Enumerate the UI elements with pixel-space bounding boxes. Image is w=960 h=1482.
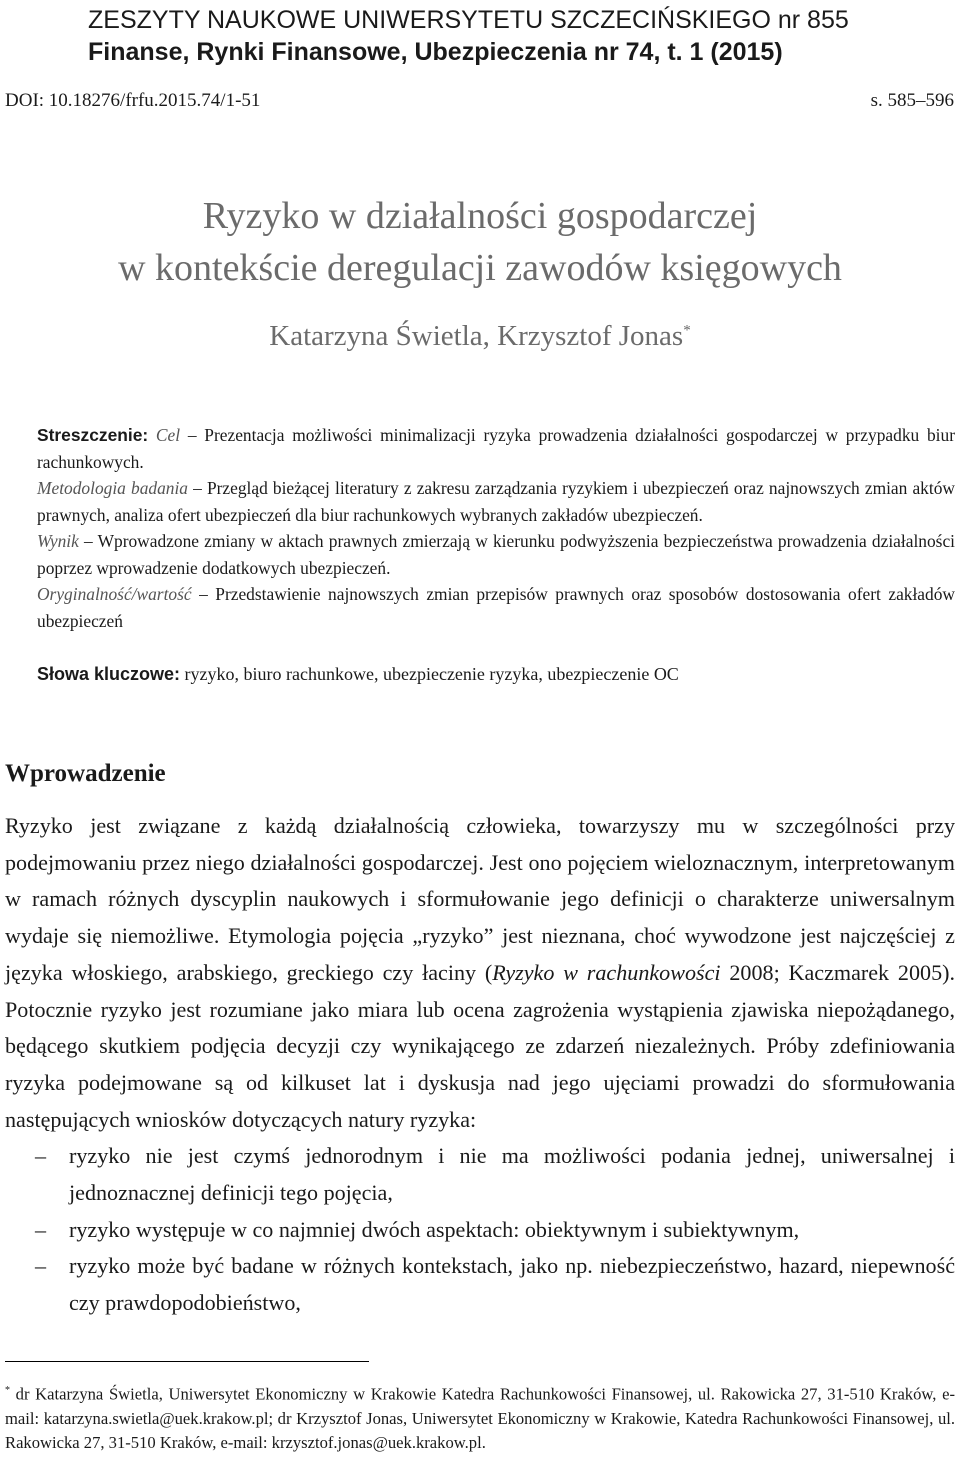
intro-paragraph-part2: 2008; Kaczmarek 2005). Potocznie ryzyko jest rozumiane jako miara lub ocena zagrożenia wystąpienia zjawiska niepożądanego, będącego skutkiem podjęcia decyzji czy wynikającego ze zdarzeń niezależnych. Próby zdefiniowania ryzyka podejmowane są od kilkuset lat i dyskusja nad jego ujęciami prowadzi do sformułowania następujących wniosków dotyczących natury ryzyka: bbox=[5, 959, 955, 1132]
list-item-text: ryzyko występuje w co najmniej dwóch aspektach: obiektywnym i subiektywnym, bbox=[69, 1216, 800, 1242]
doi: DOI: 10.18276/frfu.2015.74/1-51 bbox=[5, 90, 261, 111]
list-item bbox=[5, 1138, 955, 1211]
article-title-line2: w kontekście deregulacji zawodów księgowych bbox=[118, 247, 842, 289]
keywords-label: Słowa kluczowe: bbox=[37, 664, 181, 684]
risk-conclusions-list bbox=[5, 1138, 955, 1322]
journal-series-title: ZESZYTY NAUKOWE UNIWERSYTETU SZCZECIŃSKIEGO nr 855 bbox=[88, 6, 849, 34]
list-item-text: ryzyko może być badane w różnych kontekstach, jako np. niebezpieczeństwo, hazard, niepewność czy prawdopodobieństwo, bbox=[69, 1253, 955, 1316]
intro-citation: Ryzyko w rachunkowości bbox=[492, 959, 721, 985]
wynik-text: – Wprowadzone zmiany w aktach prawnych zmierzają w kierunku podwyższenia bezpieczeństwa prowadzenia działalności poprzez wprowadzenie dodatkowych ubezpieczeń. bbox=[37, 531, 955, 578]
dash-bullet: – bbox=[35, 1216, 47, 1242]
authors bbox=[0, 320, 960, 353]
wynik-label: Wynik bbox=[37, 531, 79, 551]
footnote-text: dr Katarzyna Świetla, Uniwersytet Ekonomiczny w Krakowie Katedra Rachunkowości Finansowej, ul. Rakowicka 27, 31-510 Kraków, e-mail: katarzyna.swietla@uek.krakow.pl; dr Krzysztof Jonas, Uniwersytet Ekonomiczny w Krakowie, Katedra Rachunkowości Finansowej, ul. Rakowicka 27, 31-510 Kraków, e-mail: krzysztof.jonas@uek.krakow.pl. bbox=[5, 1384, 955, 1453]
abstract-oryginalnosc bbox=[37, 581, 955, 634]
footnote-mark: * bbox=[5, 1385, 10, 1396]
intro-paragraph bbox=[5, 808, 955, 1138]
dash-bullet: – bbox=[35, 1143, 47, 1169]
keywords bbox=[37, 664, 955, 685]
author-footnote-mark: * bbox=[683, 322, 691, 339]
article-title-line1: Ryzyko w działalności gospodarczej bbox=[202, 195, 758, 237]
article-title bbox=[0, 190, 960, 294]
intro-paragraph-part1: Ryzyko jest związane z każdą działalnością człowieka, towarzyszy mu w szczególności przy podejmowaniu przez niego działalności gospodarczej. Jest ono pojęciem wieloznacznym, interpretowanym w ramach różnych dyscyplin naukowych i sformułowanie jego definicji o charakterze uniwersalnym wydaje się niemożliwe. Etymologia pojęcia „ryzyko” jest nieznana, choć wywodzone jest najczęściej z języka włoskiego, arabskiego, greckiego czy łaciny ( bbox=[5, 813, 955, 985]
dash-bullet: – bbox=[35, 1253, 47, 1279]
abstract bbox=[37, 422, 955, 634]
metodologia-text: – Przegląd bieżącej literatury z zakresu zarządzania ryzykiem i ubezpieczeń oraz najnowszych zmian aktów prawnych, analiza ofert ubezpieczeń dla biur rachunkowych wybranych zakładów ubezpieczeń. bbox=[37, 478, 955, 525]
footnote bbox=[5, 1379, 955, 1455]
abstract-label: Streszczenie: bbox=[37, 425, 149, 445]
list-item-text: ryzyko nie jest czymś jednorodnym i nie ma możliwości podania jednej, uniwersalnej i jednoznacznej definicji tego pojęcia, bbox=[69, 1143, 955, 1206]
journal-issue-title: Finanse, Rynki Finansowe, Ubezpieczenia nr 74, t. 1 (2015) bbox=[88, 38, 783, 66]
abstract-wynik bbox=[37, 528, 955, 581]
keywords-text: ryzyko, biuro rachunkowe, ubezpieczenie ryzyka, ubezpieczenie OC bbox=[184, 664, 679, 684]
section-heading: Wprowadzenie bbox=[5, 760, 166, 787]
cel-label: Cel bbox=[155, 425, 181, 445]
footnote-divider bbox=[5, 1361, 369, 1362]
body-text bbox=[5, 808, 955, 1322]
oryginalnosc-text: – Przedstawienie najnowszych zmian przepisów prawnych oraz sposobów dostosowania ofert zakładów ubezpieczeń bbox=[37, 584, 955, 631]
metodologia-label: Metodologia badania bbox=[37, 478, 188, 498]
cel-text: – Prezentacja możliwości minimalizacji ryzyka prowadzenia działalności gospodarczej w przypadku biur rachunkowych. bbox=[37, 425, 955, 472]
oryginalnosc-label: Oryginalność/wartość bbox=[37, 584, 192, 604]
list-item bbox=[5, 1212, 955, 1249]
abstract-metodologia bbox=[37, 475, 955, 528]
author-names: Katarzyna Świetla, Krzysztof Jonas bbox=[269, 320, 684, 352]
list-item bbox=[5, 1248, 955, 1321]
page-range: s. 585–596 bbox=[870, 90, 954, 111]
abstract-cel bbox=[37, 422, 955, 475]
